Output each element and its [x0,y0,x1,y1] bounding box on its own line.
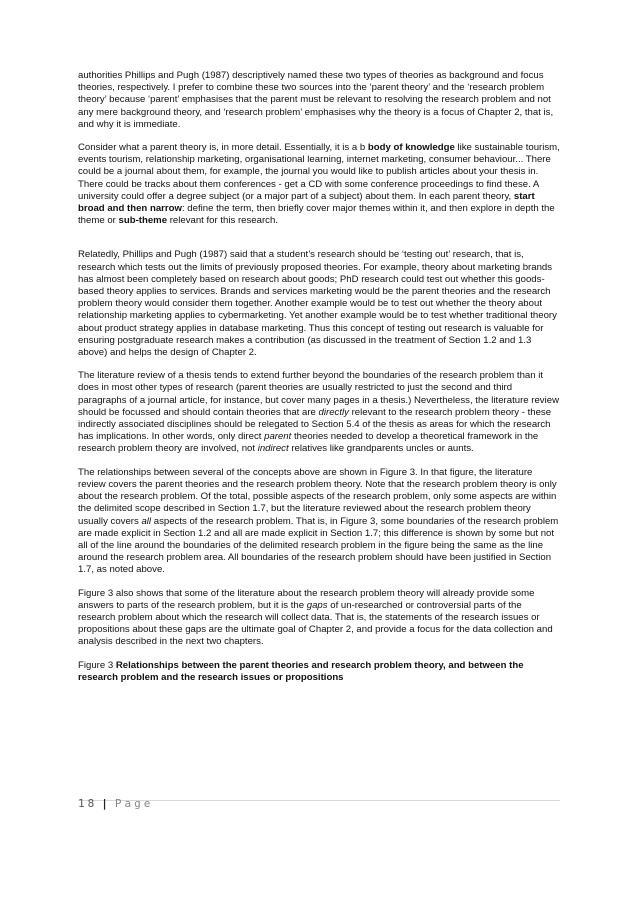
emphasis-italic: parent [264,431,292,443]
emphasis-italic: directly [318,406,349,418]
paragraph-3: Relatedly, Phillips and Pugh (1987) said that a student’s research should be ‘testing out’ research, that is, research which tests out the limits of previously proposed theories. For example, theory about marketing brands has almost been completely based on research about goods; PhD research could test out whether this goods-based theory applies to services. Brands and services marketing would be the parent theories and the research problem theory would consider them together. Another example would be to test out whether the theory about relationship marketing applies to cybermarketing. Yet another example would be to test whether traditional theory about product strategy applies in database marketing. Thus this concept of testing out research is valuable for ensuring postgraduate research makes a contribution (as discussed in the treatment of Section 1.2 and 1.3 above) and helps the design of Chapter 2. [78,249,557,359]
footer-separator: | [101,797,111,810]
emphasis-bold: start broad and then narrow [78,190,535,215]
paragraph-4: The literature review of a thesis tends to extend further beyond the boundaries of the research problem than it does in most other types of research (parent theories are usually restricted to just the second and third paragraphs of a journal article, for instance, but cover many pages in a thesis.) Nevertheless, the literature review should be focussed and should contain theories that are directly relevant to the research problem theory - these indirectly associated disciplines should be relegated to Section 5.4 of the thesis as areas for which the research has implications. In other words, only direct parent theories needed to develop a theoretical framework in the research problem theory are involved, not indirect relatives like grandparents uncles or aunts. [78,370,559,455]
paragraph-5: The relationships between several of the concepts above are shown in Figure 3. In that figure, the literature review covers the parent theories and the research problem theory. Note that the research problem theory is only about the research problem. Of the total, possible aspects of the research problem, only some aspects are within the delimited scope described in Section 1.7, but the literature reviewed about the research problem theory usually covers all aspects of the research problem. That is, in Figure 3, some boundaries of the research problem are made explicit in Section 1.2 and all are made explicit in Section 1.7; this difference is shown by some but not all of the line around the boundaries of the delimited research problem in the figure being the same as the line around the research problem area. All boundaries of the research problem should have been justified in Section 1.7, as noted above. [78,466,559,576]
emphasis-bold: body of knowledge [367,142,455,154]
emphasis-bold: sub-theme [118,215,168,227]
paragraph-6: Figure 3 also shows that some of the literature about the research problem theory will already provide some answers to parts of the research problem, but it is the gaps of un-researched or controversial parts of the research problem about which the research will collect data. That is, the statements of the research issues or propositions about these gaps are the ultimate goal of Chapter 2, and provide a focus for the data collection and analysis described in the next two chapters. [78,587,553,648]
page-label: Page [114,797,154,810]
figure-caption: Figure 3 Relationships between the parent theories and research problem theory, and between the research problem and the research issues or propositions [78,659,524,683]
paragraph-2: Consider what a parent theory is, in more detail. Essentially, it is a b body of knowledge like sustainable tourism, events tourism, relationship marketing, organisational learning, internet marketing, consumer behaviour... There could be a journal about them, for example, the journal you would like to publish articles about your thesis in. There could be tracks about them conferences - get a CD with some conference proceedings to find these. A university could offer a degree subject (or a major part of a subject) about them. In each parent theory, start broad and then narrow: define the term, then briefly cover major themes within it, and then explore in depth the theme or sub-theme relevant for this research. [78,142,560,227]
page-number: 18 [78,797,98,810]
body-text [78,70,560,695]
paragraph-1: authorities Phillips and Pugh (1987) descriptively named these two types of theories as background and focus theories, respectively. I prefer to combine these two sources into the ‘parent theory’ and the ‘research problem theory’ because ‘parent’ emphasises that the parent must be relevant to resolving the research problem and not any mere background theory, and ‘research problem’ emphasises why the theory is a focus of Chapter 2, that is, and why it is immediate. [78,70,554,130]
emphasis-italic: indirect [257,443,289,455]
caption-title: Relationships between the parent theories and research problem theory, and between the research problem and the research issues or propositions [78,659,524,683]
emphasis-italic: gaps [306,599,328,611]
page-footer [78,797,153,810]
emphasis-italic: all [141,515,152,527]
